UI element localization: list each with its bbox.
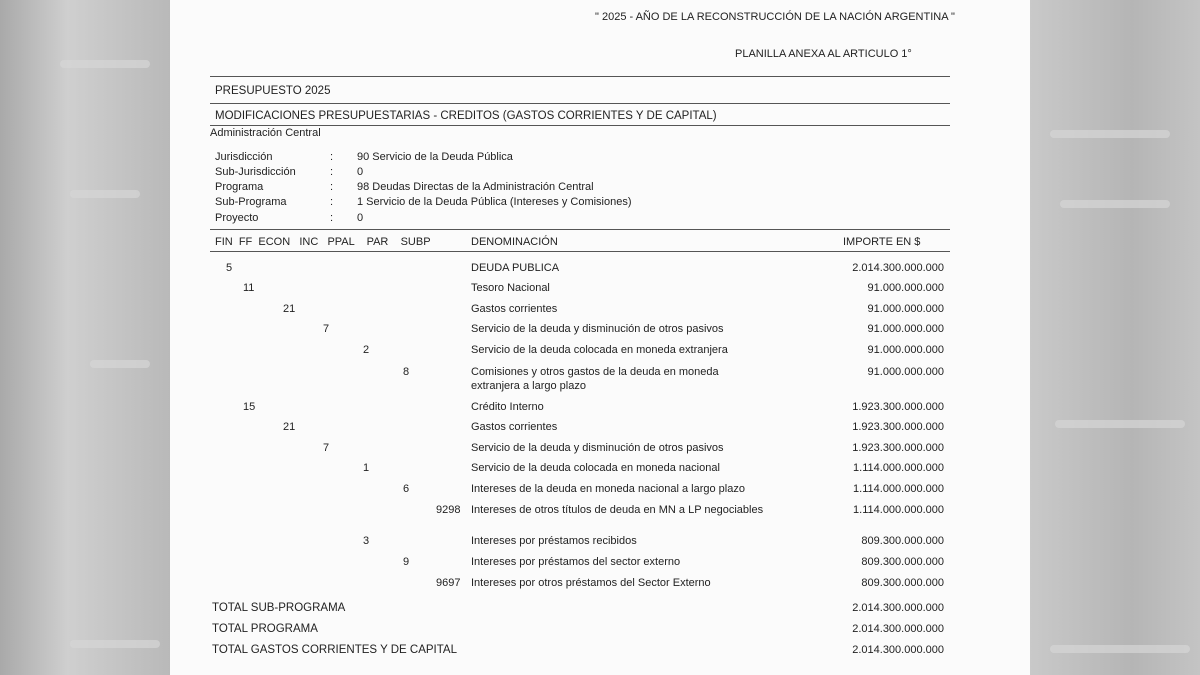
meta-value-subprograma: 1 Servicio de la Deuda Pública (Intereses y Comisiones)	[357, 196, 632, 208]
row-denominacion: Intereses de otros títulos de deuda en MN a LP negociables	[471, 504, 764, 516]
row-code: 1	[363, 462, 370, 474]
row-denominacion: Intereses por préstamos del sector externo	[471, 556, 681, 568]
meta-value-subjurisdiccion: 0	[357, 166, 364, 178]
row-denominacion-cont: extranjera a largo plazo	[471, 380, 586, 392]
background-left	[0, 0, 170, 675]
row-amount: 809.300.000.000	[861, 556, 944, 568]
meta-colon: :	[330, 212, 334, 224]
row-amount: 91.000.000.000	[867, 303, 944, 315]
total-gastos-label: TOTAL GASTOS CORRIENTES Y DE CAPITAL	[212, 644, 457, 656]
row-denominacion: Comisiones y otros gastos de la deuda en moneda	[471, 366, 719, 378]
row-amount: 1.114.000.000.000	[853, 504, 944, 516]
background-right	[1030, 0, 1200, 675]
column-header-importe: IMPORTE EN $	[843, 236, 921, 248]
row-code: 9697	[436, 577, 461, 589]
row-amount: 91.000.000.000	[867, 344, 944, 356]
motto-header: " 2025 - AÑO DE LA RECONSTRUCCIÓN DE LA NACIÓN ARGENTINA "	[595, 11, 955, 23]
meta-label-proyecto: Proyecto	[215, 212, 259, 224]
row-amount: 91.000.000.000	[867, 366, 944, 378]
row-code: 7	[323, 442, 330, 454]
row-code: 5	[226, 262, 233, 274]
row-amount: 809.300.000.000	[861, 535, 944, 547]
row-code: 9	[403, 556, 410, 568]
total-gastos-amount: 2.014.300.000.000	[852, 644, 944, 656]
administracion-label: Administración Central	[210, 127, 321, 139]
meta-value-programa: 98 Deudas Directas de la Administración Central	[357, 181, 594, 193]
row-denominacion: Crédito Interno	[471, 401, 544, 413]
row-denominacion: DEUDA PUBLICA	[471, 262, 560, 274]
meta-label-subprograma: Sub-Programa	[215, 196, 287, 208]
row-denominacion: Servicio de la deuda y disminución de otros pasivos	[471, 442, 724, 454]
total-subprograma-label: TOTAL SUB-PROGRAMA	[212, 602, 346, 614]
row-code: 11	[243, 282, 255, 294]
row-code: 9298	[436, 504, 461, 516]
row-code: 21	[283, 303, 296, 315]
row-code: 2	[363, 344, 370, 356]
row-amount: 1.114.000.000.000	[853, 483, 944, 495]
meta-colon: :	[330, 166, 334, 178]
row-denominacion: Servicio de la deuda colocada en moneda extranjera	[471, 344, 728, 356]
row-denominacion: Servicio de la deuda colocada en moneda nacional	[471, 462, 720, 474]
document-page	[170, 0, 1030, 675]
row-denominacion: Gastos corrientes	[471, 421, 558, 433]
total-programa-amount: 2.014.300.000.000	[852, 623, 944, 635]
row-amount: 1.923.300.000.000	[852, 401, 944, 413]
column-header-denominacion: DENOMINACIÓN	[471, 236, 558, 248]
divider	[210, 229, 950, 230]
row-amount: 91.000.000.000	[867, 282, 944, 294]
row-amount: 2.014.300.000.000	[852, 262, 944, 274]
row-code: 7	[323, 323, 330, 335]
row-amount: 91.000.000.000	[867, 323, 944, 335]
row-denominacion: Intereses por préstamos recibidos	[471, 535, 637, 547]
row-amount: 1.114.000.000.000	[853, 462, 944, 474]
row-code: 8	[403, 366, 410, 378]
divider	[210, 103, 950, 104]
row-denominacion: Gastos corrientes	[471, 303, 558, 315]
row-amount: 1.923.300.000.000	[852, 421, 944, 433]
meta-colon: :	[330, 196, 334, 208]
row-code: 15	[243, 401, 256, 413]
row-denominacion: Servicio de la deuda y disminución de otros pasivos	[471, 323, 724, 335]
meta-value-proyecto: 0	[357, 212, 364, 224]
meta-label-programa: Programa	[215, 181, 264, 193]
divider	[210, 251, 950, 252]
row-code: 21	[283, 421, 296, 433]
row-denominacion: Intereses por otros préstamos del Sector Externo	[471, 577, 711, 589]
row-denominacion: Intereses de la deuda en moneda nacional a largo plazo	[471, 483, 745, 495]
meta-label-subjurisdiccion: Sub-Jurisdicción	[215, 166, 296, 178]
divider	[210, 125, 950, 126]
modificaciones-title: MODIFICACIONES PRESUPUESTARIAS - CREDITOS (GASTOS CORRIENTES Y DE CAPITAL)	[215, 110, 717, 122]
column-header-codes: FIN FF ECON INC PPAL PAR SUBP	[215, 236, 431, 248]
row-amount: 1.923.300.000.000	[852, 442, 944, 454]
row-amount: 809.300.000.000	[861, 577, 944, 589]
meta-colon: :	[330, 181, 334, 193]
presupuesto-title: PRESUPUESTO 2025	[215, 85, 331, 97]
total-subprograma-amount: 2.014.300.000.000	[852, 602, 944, 614]
row-code: 6	[403, 483, 410, 495]
total-programa-label: TOTAL PROGRAMA	[212, 623, 318, 635]
meta-value-jurisdiccion: 90 Servicio de la Deuda Pública	[357, 151, 513, 163]
row-denominacion: Tesoro Nacional	[471, 282, 550, 294]
planilla-label: PLANILLA ANEXA AL ARTICULO 1°	[735, 48, 912, 60]
meta-colon: :	[330, 151, 334, 163]
row-code: 3	[363, 535, 370, 547]
meta-label-jurisdiccion: Jurisdicción	[215, 151, 273, 163]
divider	[210, 76, 950, 77]
